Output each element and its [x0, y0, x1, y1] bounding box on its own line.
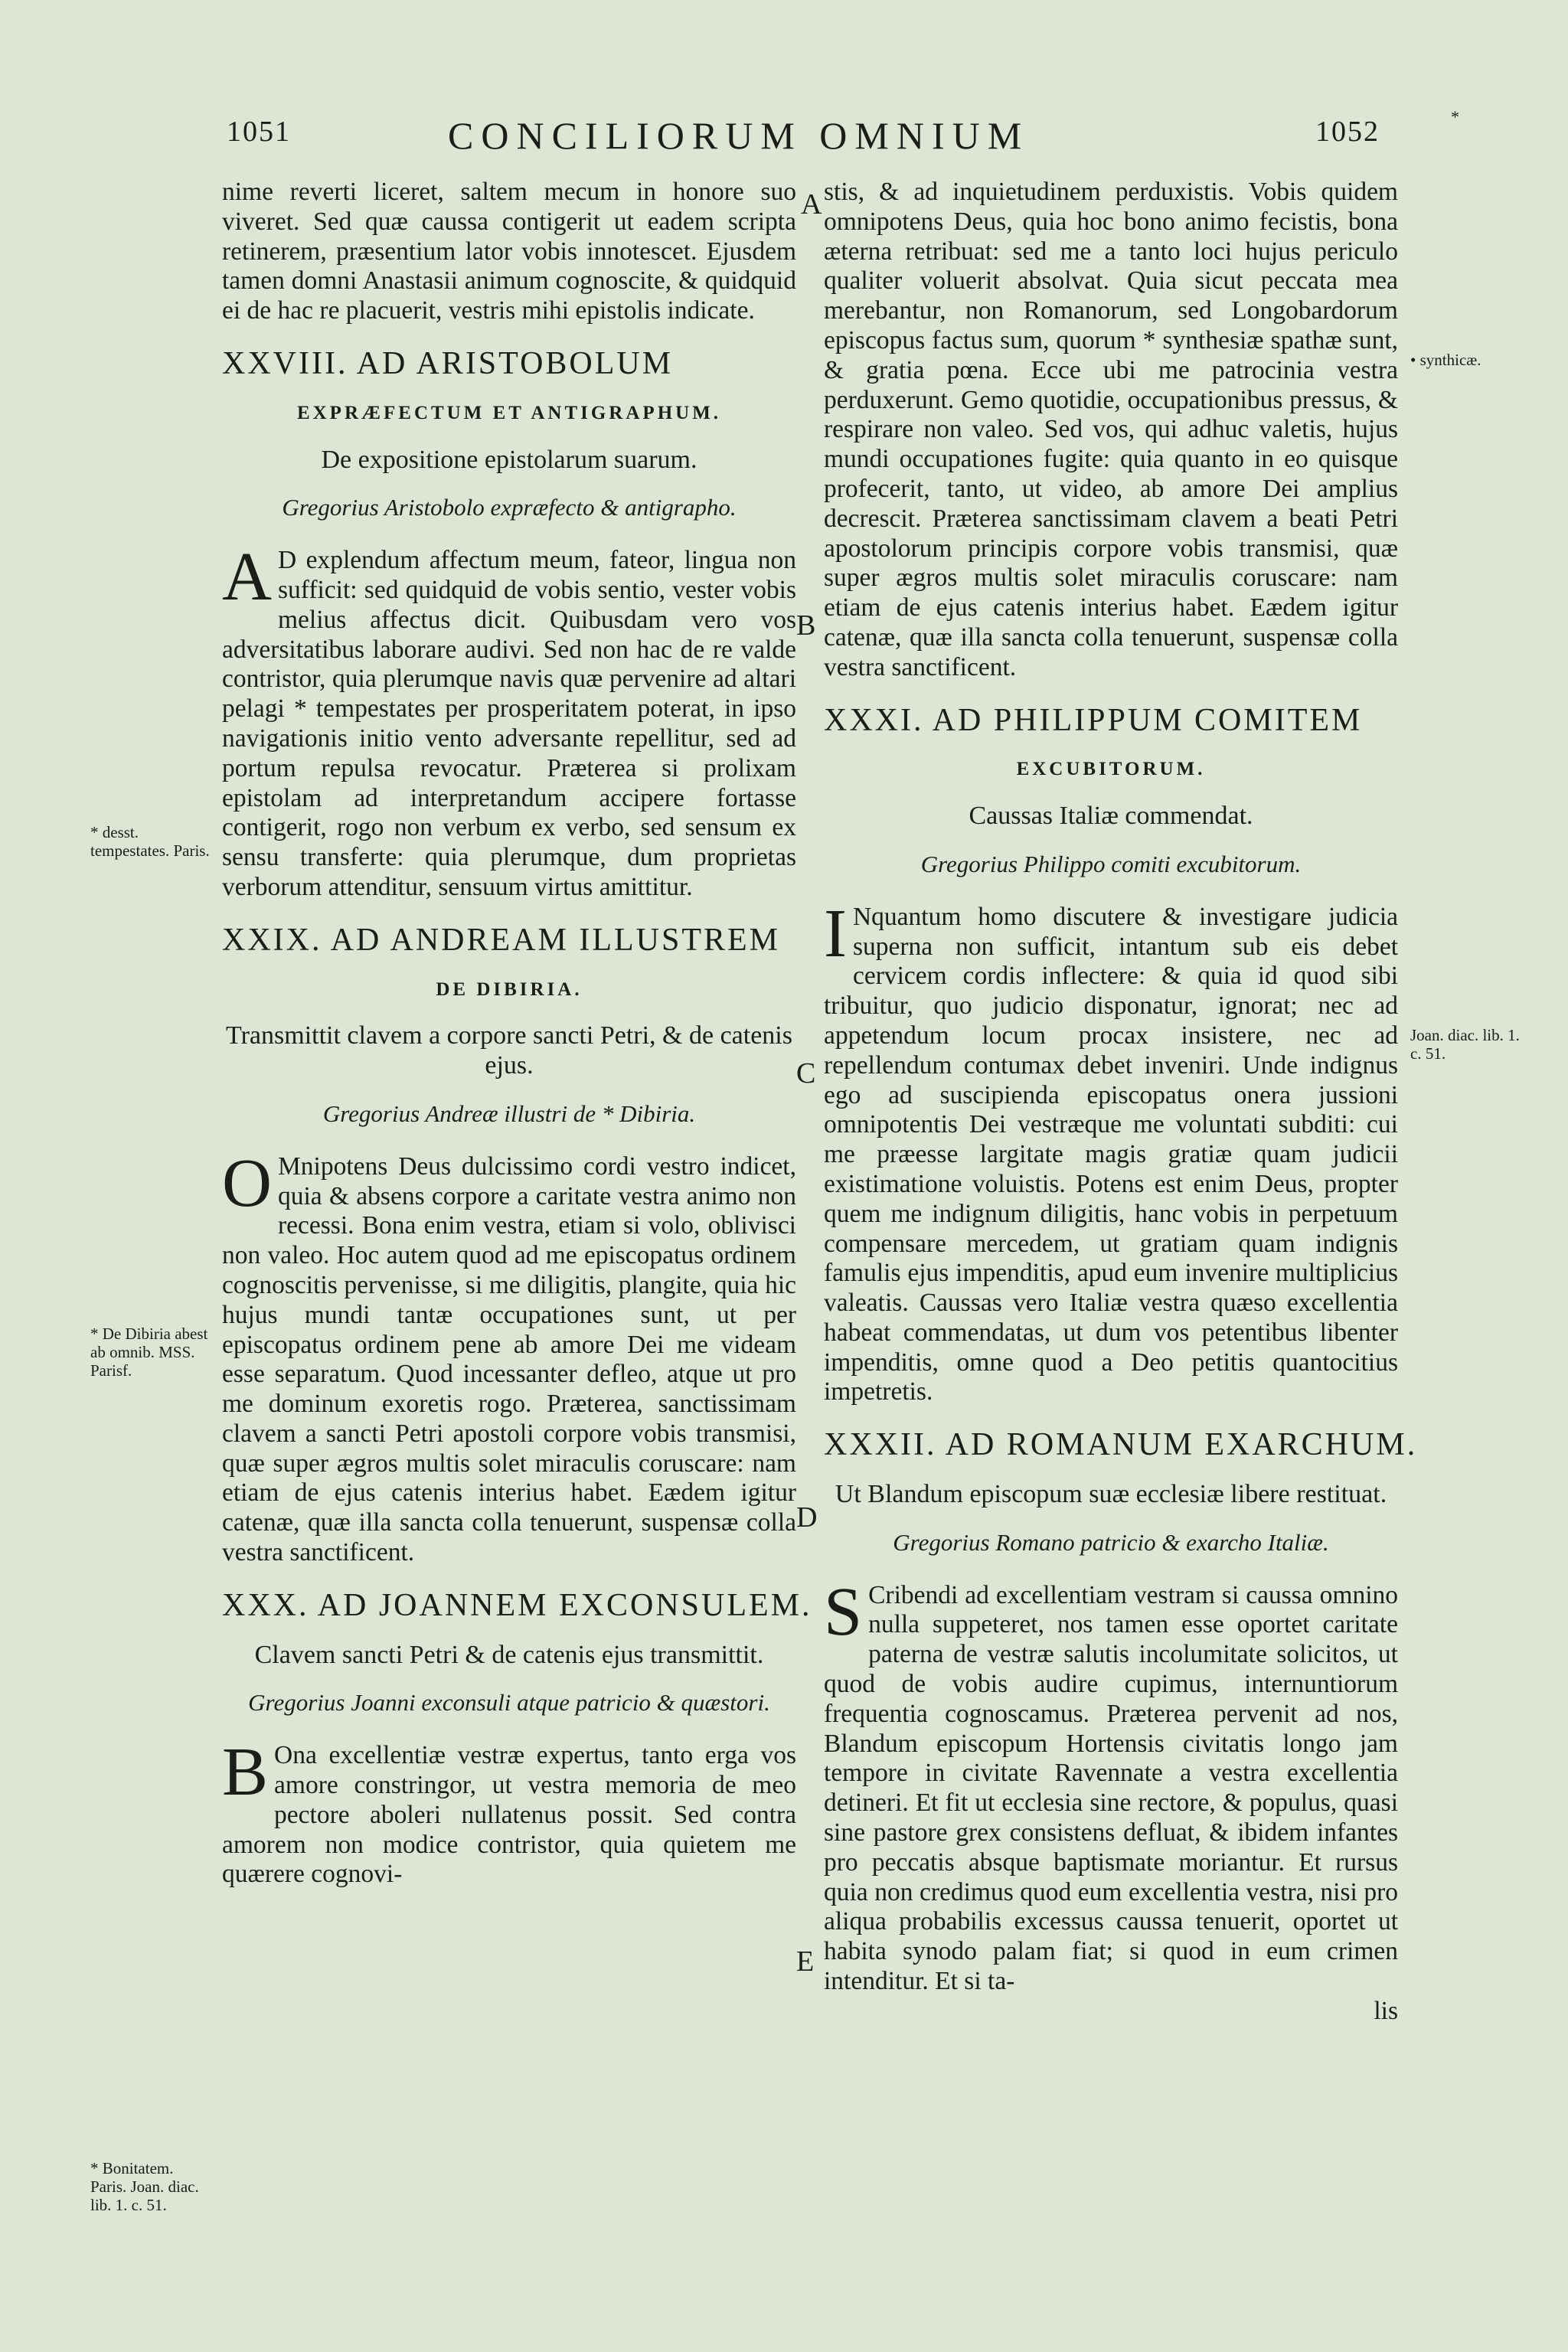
letter-30-argument: Clavem sancti Petri & de catenis ejus transmittit. [254, 1640, 764, 1669]
left-column [222, 178, 812, 1890]
letter-31-title: XXXI. AD PHILIPPUM COMITEM [824, 702, 1363, 738]
right-column [824, 178, 1418, 2027]
margin-note: * De Dibiria abest ab omnib. MSS. Parisf. [90, 1325, 208, 1380]
drop-cap: I [824, 895, 847, 972]
letter-29-title: XXIX. AD ANDREAM ILLUSTREM [222, 922, 780, 958]
page-number-left: 1051 [227, 116, 291, 148]
letter-30-body [222, 1734, 796, 1890]
drop-cap: O [222, 1145, 272, 1221]
asterisk-mark: * [1451, 107, 1459, 126]
page-number-right: 1052 [1315, 116, 1380, 148]
letter-31-text: Nquantum homo discutere & investigare judicia superna non sufficit, intantum sub eis debet cervicem cordis inflectere: & quia id quod sibi tribuitur, quo judicio disponatur, ignorat; nec ad appetendum locum procax insistere, nec ad repellendum contumax debet inveniri. Unde indignus ego ad suscipienda episcopatus onera jussioni omnipotentis Dei vestræque me voluntati subditi: cui me præesse largitate magis gratiæ quam judicii existimatione voluistis. Potens est enim Deus, propter quem me indignum diligitis, hanc vobis in perpetuum compensare mercedem, ut gratiam quam indignis famulis ejus impenditis, apud eum invenire multiplicius valeatis. Caussas vero Italiæ vestra quæso excellentia habeat commendatas, ut dum vos petentibus libenter impenditis, omne quod a Deo petitis quantocitius impetretis. [824, 902, 1398, 1406]
letter-28-text: D explendum affectum meum, fateor, lingua non sufficit: sed quidquid de vobis sentio, vester vobis melius affectus dicit. Quibusdam vero vos adversitatibus laborare audivi. Sed non hac de re valde contristor, quia plerumque navis quæ pervenire ad altari pelagi * tempestates per prosperitatem poterat, in ipso navigationis initio vento adversante repellitur, sed ad portum repulsa revocatur. Præterea si prolixam epistolam ad interpretandum accipere fortasse contigerit, rogo non verbum ex verbo, sed sensum ex sensu transferte: quia plerumque, dum proprietas verborum attenditur, sensuum virtus amittitur. [222, 546, 796, 901]
letter-29-subtitle: DE DIBIRIA. [436, 978, 583, 1000]
section-letter-e: E [796, 1945, 815, 1978]
section-letter-c: C [796, 1057, 816, 1089]
letter-30-title: XXX. AD JOANNEM EXCONSULEM. [222, 1587, 812, 1623]
drop-cap: B [222, 1734, 269, 1811]
letter-28-subtitle: EXPRÆFECTUM ET ANTIGRAPHUM. [296, 402, 722, 423]
letter-32-title: XXXII. AD ROMANUM EXARCHUM. [824, 1427, 1418, 1463]
margin-note: • synthicæ. [1410, 351, 1481, 369]
letter-28-salutation: Gregorius Aristobolo expræfecto & antigrapho. [282, 494, 737, 521]
letter-29-body [222, 1145, 796, 1568]
letter-30-text: Ona excellentiæ vestræ expertus, tanto erga vos amore constringor, ut vestra memoria de meo pectore aboleri nullatenus possit. Sed contra amorem non modice contristor, quia quietem me quærere cognovi- [222, 1741, 796, 1889]
letter-28-argument: De expositione epistolarum suarum. [321, 445, 697, 474]
section-letter-a: A [801, 188, 822, 220]
drop-cap: A [222, 539, 272, 616]
continuation-text: stis, & ad inquietudinem perduxistis. Vobis quidem omnipotens Deus, quia hoc bono animo fecistis, bona æterna retribuat: sed me a tanto loci hujus periculo qualiter voluerit absolvat. Quia sicut peccata mea merebantur, non Romanorum, sed Longobardorum episcopus factus sum, quorum * synthesiæ spathæ sunt, & gratia pœna. Ecce ubi me patrocinia vestra perduxerunt. Gemo quotidie, occupationibus pressus, & respirare non valeo. Sed vos, qui adhuc valetis, hujus mundi occupationes fugite: quia quanto in eo quisque profecerit, tanto, ut video, ab amore Dei amplius decrescit. Præterea sanctissimam clavem a beati Petri apostolorum principis corpore vobis transmisi, quæ super ægros multis solet miraculis coruscare: nam etiam de ejus catenis interius habet. Eædem igitur catenæ, quæ illa sancta colla tenuerunt, suspensæ colla vestra sanctificent. [824, 178, 1398, 681]
letter-31-subtitle: EXCUBITORUM. [1016, 759, 1206, 780]
margin-note: * Bonitatem. Paris. Joan. diac. lib. 1. c. 51. [90, 2159, 199, 2214]
margin-note: Joan. diac. lib. 1. c. 51. [1410, 1026, 1520, 1063]
letter-32-body [824, 1573, 1398, 1997]
letter-31-argument: Caussas Italiæ commendat. [969, 802, 1253, 831]
section-letter-b: B [796, 609, 816, 642]
letter-32-text: Cribendi ad excellentiam vestram si caussa omnino nulla suppeteret, nos tamen esse oportet caritate paterna de vestræ salutis incolumitate solicitos, ut quod de vobis audire cupimus, internuntiorum frequentia cognoscamus. Præterea pervenit ad nos, Blandum episcopum Hortensis civitatis longo jam tempore in civitate Ravennate a vestra excellentia detineri. Et fit ut ecclesia sine rectore, & populus, quasi sine pastore grex consistens defluat, & ibidem infantes pro peccatis absque baptismate moriantur. Et rursus quia non credimus quod eum excellentia vestra, nisi pro aliqua probabilis excessus caussa tenuerit, oportet ut habita synodo palam fiat; si quod in eum crimen intenditur. Et si ta- [824, 1580, 1398, 1996]
letter-32-salutation: Gregorius Romano patricio & exarcho Italiæ. [893, 1528, 1329, 1556]
letter-28-body [222, 539, 796, 903]
letter-29-text: Mnipotens Deus dulcissimo cordi vestro indicet, quia & absens corpore a caritate vestra animo non recessi. Bona enim vestra, etiam si volo, oblivisci non valeo. Hoc autem quod ad me episcopatus ordinem cognoscitis pervenisse, si me diligitis, plangite, quia hic hujus mundi tantæ occupationes sunt, ut per episcopatus ordinem pene ab amore Dei me videam esse separatum. Quod incessanter defleo, atque ut pro me dominum exoretis rogo. Præterea, sanctissimam clavem a sancti Petri apostoli corpore vobis transmisi, quæ super ægros multis solet miraculis coruscare: nam etiam de ejus catenis interius habet. Eædem igitur catenæ, quæ illa sancta colla tenuerunt, suspensæ colla vestra sanctificent. [222, 1152, 796, 1567]
margin-note: * desst. tempestates. Paris. [90, 823, 210, 860]
letter-29-argument: Transmittit clavem a corpore sancti Petri, & de catenis ejus. [226, 1021, 792, 1080]
letter-29-salutation: Gregorius Andreæ illustri de * Dibiria. [322, 1099, 696, 1127]
letter-30-salutation: Gregorius Joanni exconsuli atque patricio & quæstori. [248, 1689, 770, 1717]
letter-31-salutation: Gregorius Philippo comiti excubitorum. [920, 850, 1302, 877]
catchword: lis [1374, 1996, 1398, 2025]
section-letter-d: D [796, 1501, 818, 1534]
letter-32-argument: Ut Blandum episcopum suæ ecclesiæ libere restituat. [835, 1480, 1387, 1509]
drop-cap: S [824, 1573, 863, 1650]
running-title: CONCILIORUM OMNIUM [448, 114, 1030, 157]
letter-31-body [824, 895, 1398, 1408]
continuation-text: nime reverti liceret, saltem mecum in honore suo viveret. Sed quæ caussa contigerit ut eadem scripta retinerem, præsentium lator vobis innotescet. Ejusdem tamen domni Anastasii animum cognoscite, & quidquid ei de hac re placuerit, vestris mihi epistolis indicate. [222, 178, 796, 325]
letter-28-title: XXVIII. AD ARISTOBOLUM [222, 345, 674, 381]
